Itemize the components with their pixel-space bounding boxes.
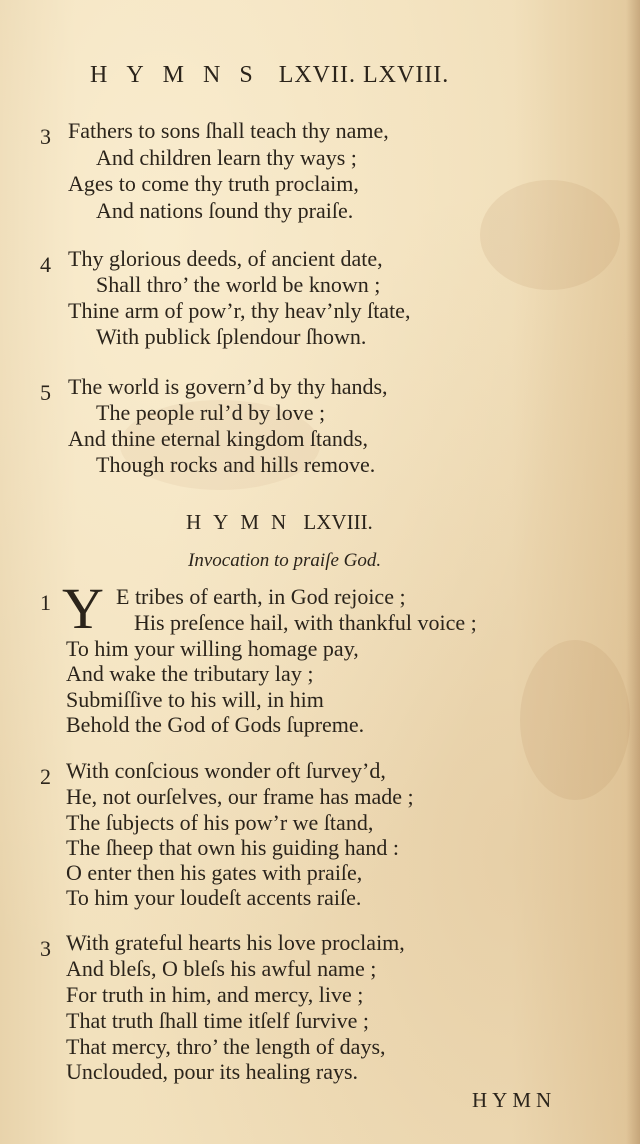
paper-stain [520, 640, 630, 800]
verse-line: Behold the God of Gods ſupreme. [66, 712, 365, 737]
stanza-number: 5 [40, 380, 51, 405]
verse-line: Fathers to sons ſhall teach thy name, [68, 118, 389, 143]
verse-line: Thine arm of pow’r, thy heav’nly ſtate, [68, 298, 411, 323]
verse-line: That truth ſhall time itſelf ſurvive ; [66, 1008, 370, 1033]
stanza-number: 1 [40, 590, 51, 615]
paper-stain [480, 180, 620, 290]
verse-line: The people rul’d by love ; [96, 400, 326, 425]
hymn-title-number: LXVIII. [303, 510, 373, 534]
verse-line: Shall thro’ the world be known ; [96, 272, 381, 297]
verse-line: Though rocks and hills remove. [96, 452, 376, 477]
verse-line: He, not ourſelves, our frame has made ; [66, 784, 414, 809]
verse-line: And thine eternal kingdom ſtands, [68, 426, 368, 451]
verse-line: The ſheep that own his guiding hand : [66, 835, 399, 860]
verse-line: E tribes of earth, in God rejoice ; [116, 584, 406, 609]
verse-line: The ſubjects of his pow’r we ſtand, [66, 810, 374, 835]
verse-line: With conſcious wonder oft ſurvey’d, [66, 758, 386, 783]
verse-line: His preſence hail, with thankful voice ; [134, 610, 477, 635]
verse-line: With publick ſplendour ſhown. [96, 324, 367, 349]
verse-line: The world is govern’d by thy hands, [68, 374, 388, 399]
verse-line: Ages to come thy truth proclaim, [68, 171, 359, 196]
verse-line: And wake the tributary lay ; [66, 661, 314, 686]
stanza-number: 4 [40, 252, 51, 277]
catchword: HYMN [472, 1088, 557, 1112]
verse-line: That mercy, thro’ the length of days, [66, 1034, 386, 1059]
verse-line: Submiſſive to his will, in him [66, 687, 324, 712]
running-head-word: HYMNS [90, 62, 272, 88]
drop-cap: Y [62, 576, 104, 641]
verse-line: To him your loudeſt accents raiſe. [66, 885, 362, 910]
verse-line: To him your willing homage pay, [66, 636, 359, 661]
verse-line: And nations ſound thy praiſe. [96, 198, 354, 223]
verse-line: And bleſs, O bleſs his awful name ; [66, 956, 377, 981]
hymn-title [186, 510, 486, 535]
stanza-number: 2 [40, 764, 51, 789]
stanza-number: 3 [40, 936, 51, 961]
page-edge-shadow [626, 0, 640, 1144]
verse-line: O enter then his gates with praiſe, [66, 860, 363, 885]
hymn-title-word: HYMN [186, 510, 299, 534]
verse-line: Thy glorious deeds, of ancient date, [68, 246, 383, 271]
hymn-subtitle: Invocation to praiſe God. [188, 550, 382, 571]
verse-line: For truth in him, and mercy, live ; [66, 982, 364, 1007]
running-head-numbers: LXVII. LXVIII. [278, 62, 450, 88]
running-head [90, 62, 550, 89]
stanza-number: 3 [40, 124, 51, 149]
verse-line: Unclouded, pour its healing rays. [66, 1059, 359, 1084]
verse-line: With grateful hearts his love proclaim, [66, 930, 405, 955]
verse-line: And children learn thy ways ; [96, 145, 357, 170]
